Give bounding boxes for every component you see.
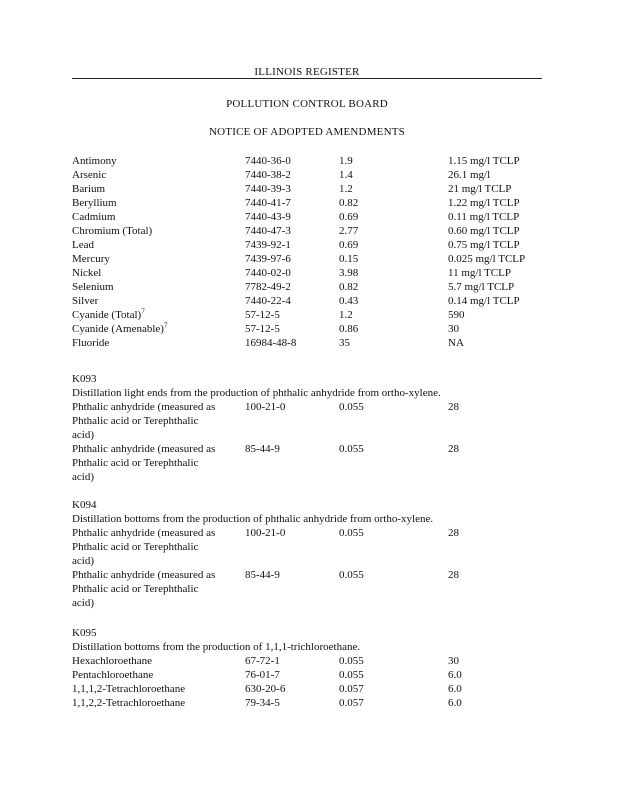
metal-ww: 35 (339, 337, 350, 349)
constituent-nww: 6.0 (448, 669, 462, 681)
metal-name: Silver (72, 295, 99, 307)
metal-nww: 21 mg/l TCLP (448, 183, 512, 195)
footnote-marker: 7 (141, 307, 145, 316)
metal-cas: 57-12-5 (245, 323, 280, 335)
constituent-cas: 630-20-6 (245, 683, 286, 695)
metal-nww: 0.11 mg/l TCLP (448, 211, 520, 223)
metal-nww: 0.025 mg/l TCLP (448, 253, 526, 265)
metal-nww: 590 (448, 309, 465, 321)
metal-nww: NA (448, 337, 464, 349)
waste-code: K095 (72, 627, 97, 639)
constituent-name-line: acid) (72, 429, 94, 441)
constituent-name-line: Phthalic acid or Terephthalic (72, 457, 199, 469)
metal-cas: 16984-48-8 (245, 337, 297, 349)
constituent-name-line: Phthalic acid or Terephthalic (72, 415, 199, 427)
register-title: ILLINOIS REGISTER (254, 66, 360, 78)
metal-cas: 7782-49-2 (245, 281, 291, 293)
metal-name: Lead (72, 239, 94, 251)
constituent-ww: 0.057 (339, 697, 364, 709)
metal-name: Fluoride (72, 337, 110, 349)
metal-cas: 7440-43-9 (245, 211, 291, 223)
constituent-cas: 76-01-7 (245, 669, 280, 681)
metal-ww: 1.2 (339, 183, 353, 195)
constituent-nww: 30 (448, 655, 459, 667)
metal-name: Cyanide (Amenable)$^7$ (72, 321, 168, 335)
metal-name: Barium (72, 183, 105, 195)
constituent-nww: 28 (448, 443, 459, 455)
constituent-ww: 0.055 (339, 527, 364, 539)
constituent-cas: 85-44-9 (245, 443, 280, 455)
metal-nww: 0.75 mg/l TCLP (448, 239, 520, 251)
metal-cas: 7440-22-4 (245, 295, 291, 307)
metal-name: Mercury (72, 253, 110, 265)
constituent-name: Hexachloroethane (72, 655, 153, 667)
constituent-cas: 85-44-9 (245, 569, 280, 581)
constituent-name: 1,1,2,2-Tetrachloroethane (72, 697, 186, 709)
constituent-cas: 100-21-0 (245, 527, 286, 539)
metal-cas: 7440-39-3 (245, 183, 291, 195)
constituent-ww: 0.055 (339, 655, 364, 667)
constituent-nww: 28 (448, 401, 459, 413)
metal-name: Cyanide (Total)$^7$ (72, 307, 145, 321)
constituent-ww: 0.055 (339, 669, 364, 681)
metal-ww: 0.86 (339, 323, 359, 335)
constituent-cas: 67-72-1 (245, 655, 280, 667)
metal-nww: 0.14 mg/l TCLP (448, 295, 520, 307)
constituent-ww: 0.057 (339, 683, 364, 695)
constituent-ww: 0.055 (339, 401, 364, 413)
metal-nww: 1.22 mg/l TCLP (448, 197, 520, 209)
metal-ww: 0.15 (339, 253, 359, 265)
metal-name: Cadmium (72, 211, 116, 223)
metal-nww: 1.15 mg/l TCLP (448, 155, 520, 167)
metal-cas: 7440-02-0 (245, 267, 291, 279)
metal-ww: 2.77 (339, 225, 359, 237)
metal-cas: 7439-92-1 (245, 239, 291, 251)
constituent-name-line: Phthalic acid or Terephthalic (72, 541, 199, 553)
board-title: POLLUTION CONTROL BOARD (226, 98, 388, 110)
constituent-name-line: Phthalic anhydride (measured as (72, 569, 216, 581)
metal-cas: 7440-36-0 (245, 155, 291, 167)
metal-ww: 0.69 (339, 211, 359, 223)
constituent-ww: 0.055 (339, 443, 364, 455)
waste-description: Distillation bottoms from the production of phthalic anhydride from ortho-xylene. (72, 513, 434, 525)
constituent-nww: 6.0 (448, 683, 462, 695)
constituent-name-line: Phthalic anhydride (measured as (72, 401, 216, 413)
waste-code: K094 (72, 499, 97, 511)
footnote-marker: 7 (163, 321, 168, 330)
notice-title: NOTICE OF ADOPTED AMENDMENTS (209, 126, 405, 138)
constituent-ww: 0.055 (339, 569, 364, 581)
metal-name: Selenium (72, 281, 114, 293)
constituent-cas: 100-21-0 (245, 401, 286, 413)
metal-cas: 7440-38-2 (245, 169, 291, 181)
metal-nww: 30 (448, 323, 459, 335)
constituent-nww: 28 (448, 569, 459, 581)
metal-name: Chromium (Total) (72, 225, 153, 237)
metal-name: Arsenic (72, 169, 107, 181)
constituent-name-line: acid) (72, 555, 94, 567)
metal-ww: 0.82 (339, 197, 359, 209)
metal-name: Antimony (72, 155, 117, 167)
metal-cas: 7440-41-7 (245, 197, 291, 209)
metal-nww: 11 mg/l TCLP (448, 267, 511, 279)
metal-ww: 0.69 (339, 239, 359, 251)
header-rule (72, 78, 542, 79)
metal-ww: 1.2 (339, 309, 353, 321)
metal-ww: 1.4 (339, 169, 353, 181)
constituent-name-line: acid) (72, 597, 94, 609)
constituent-cas: 79-34-5 (245, 697, 280, 709)
metal-name: Beryllium (72, 197, 117, 209)
metal-nww: 26.1 mg/l (448, 169, 491, 181)
constituent-name-line: Phthalic acid or Terephthalic (72, 583, 199, 595)
metal-cas: 7439-97-6 (245, 253, 291, 265)
metal-nww: 0.60 mg/l TCLP (448, 225, 520, 237)
waste-code: K093 (72, 373, 97, 385)
waste-description: Distillation light ends from the production of phthalic anhydride from ortho-xylene. (72, 387, 441, 399)
constituent-name-line: Phthalic anhydride (measured as (72, 443, 216, 455)
metal-nww: 5.7 mg/l TCLP (448, 281, 515, 293)
constituent-name: 1,1,1,2-Tetrachloroethane (72, 683, 186, 695)
waste-description: Distillation bottoms from the production of 1,1,1-trichloroethane. (72, 641, 361, 653)
metal-name: Nickel (72, 267, 102, 279)
constituent-name-line: acid) (72, 471, 94, 483)
metal-ww: 1.9 (339, 155, 353, 167)
metal-cas: 57-12-5 (245, 309, 280, 321)
constituent-nww: 28 (448, 527, 459, 539)
constituent-nww: 6.0 (448, 697, 462, 709)
metal-ww: 0.43 (339, 295, 359, 307)
metal-cas: 7440-47-3 (245, 225, 291, 237)
metal-ww: 3.98 (339, 267, 359, 279)
metal-ww: 0.82 (339, 281, 359, 293)
constituent-name: Pentachloroethane (72, 669, 154, 681)
constituent-name-line: Phthalic anhydride (measured as (72, 527, 216, 539)
